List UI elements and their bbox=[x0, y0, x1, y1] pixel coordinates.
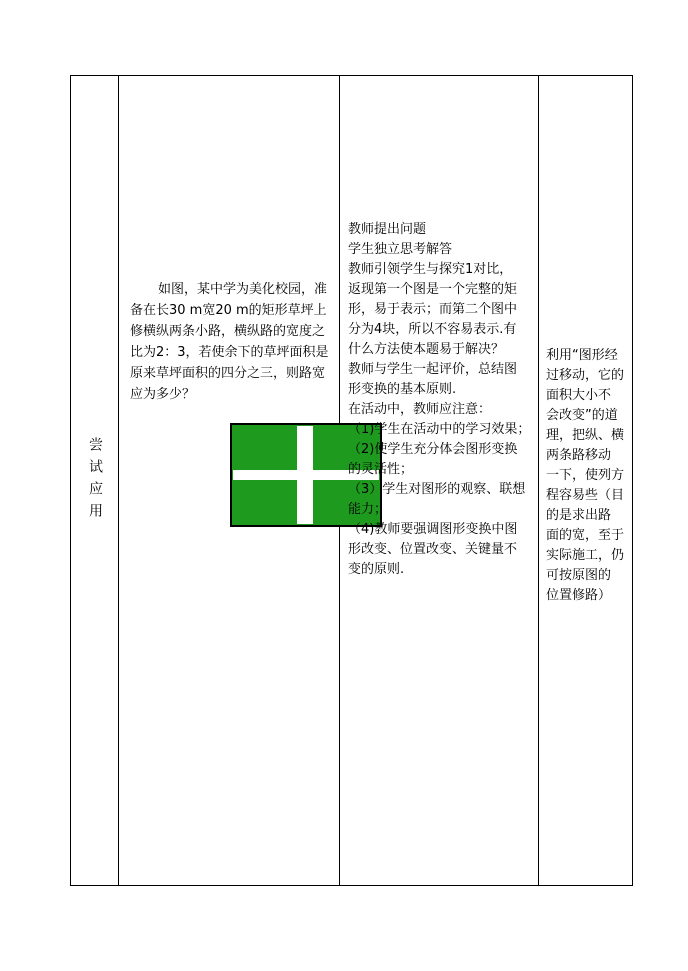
intent-cell bbox=[540, 76, 633, 885]
activity-line: 教师提出问题 bbox=[348, 222, 427, 237]
intent-line: 的是求出路 bbox=[546, 508, 612, 523]
activity-line: 形，易于表示；而第二个图中 bbox=[348, 302, 518, 317]
intent-line: 两条路移动 bbox=[546, 448, 612, 463]
activity-line: （1)学生在活动中的学习效果； bbox=[348, 422, 531, 437]
intent-line: 程容易些（目 bbox=[546, 488, 625, 503]
intent-line: 面积大小不 bbox=[546, 388, 612, 403]
activity-line: 变的原则. bbox=[348, 562, 405, 577]
activity-line: 在活动中，教师应注意： bbox=[348, 402, 492, 417]
stage-label: 尝试应用 bbox=[87, 436, 103, 525]
intent-line: 利用“图形经 bbox=[546, 348, 618, 363]
intent-line: 过移动，它的 bbox=[546, 368, 625, 383]
activity-line: 返现第一个图是一个完整的矩 bbox=[348, 282, 518, 297]
activity-line: （3）学生对图形的观察、联想 bbox=[348, 482, 526, 497]
intent-line: 一下，使列方 bbox=[546, 468, 625, 483]
activity-line: 分为4块，所以不容易表示.有 bbox=[348, 322, 517, 337]
problem-text: 如图，某中学为美化校园，准备在长30 m宽20 m的矩形草坪上修横纵两条小路，横纵路的宽度之比为2：3，若使余下的草坪面积是原来草坪面积的四分之三，则路宽应为多少？ bbox=[130, 282, 329, 402]
activity-line: 什么方法使本题易于解决？ bbox=[348, 342, 505, 357]
lesson-table bbox=[70, 75, 633, 886]
activity-cell bbox=[341, 76, 539, 885]
intent-line: 实际施工，仍 bbox=[546, 548, 625, 563]
design-intent-text bbox=[546, 346, 630, 606]
content-cell bbox=[120, 76, 340, 885]
activity-line: 能力； bbox=[348, 502, 388, 517]
activity-line: 形变换的基本原则. bbox=[348, 382, 457, 397]
intent-line: 位置修路） bbox=[546, 588, 612, 603]
stage-cell bbox=[71, 76, 119, 885]
intent-line: 面的宽，至于 bbox=[546, 528, 625, 543]
intent-line: 会改变”的道 bbox=[546, 408, 618, 423]
activity-line: 学生独立思考解答 bbox=[348, 242, 453, 257]
activity-line: 教师与学生一起评价，总结图 bbox=[348, 362, 518, 377]
activity-line: （2)使学生充分体会图形变换 bbox=[348, 442, 518, 457]
intent-line: 可按原图的 bbox=[546, 568, 612, 583]
activity-line: （4)教师要强调图形变换中图 bbox=[348, 522, 518, 537]
activity-line: 形改变、位置改变、关键量不 bbox=[348, 542, 518, 557]
activity-line: 的灵活性； bbox=[348, 462, 414, 477]
activity-text bbox=[348, 220, 536, 580]
intent-line: 理，把纵、横 bbox=[546, 428, 625, 443]
activity-line: 教师引领学生与探究1对比， bbox=[348, 262, 513, 277]
